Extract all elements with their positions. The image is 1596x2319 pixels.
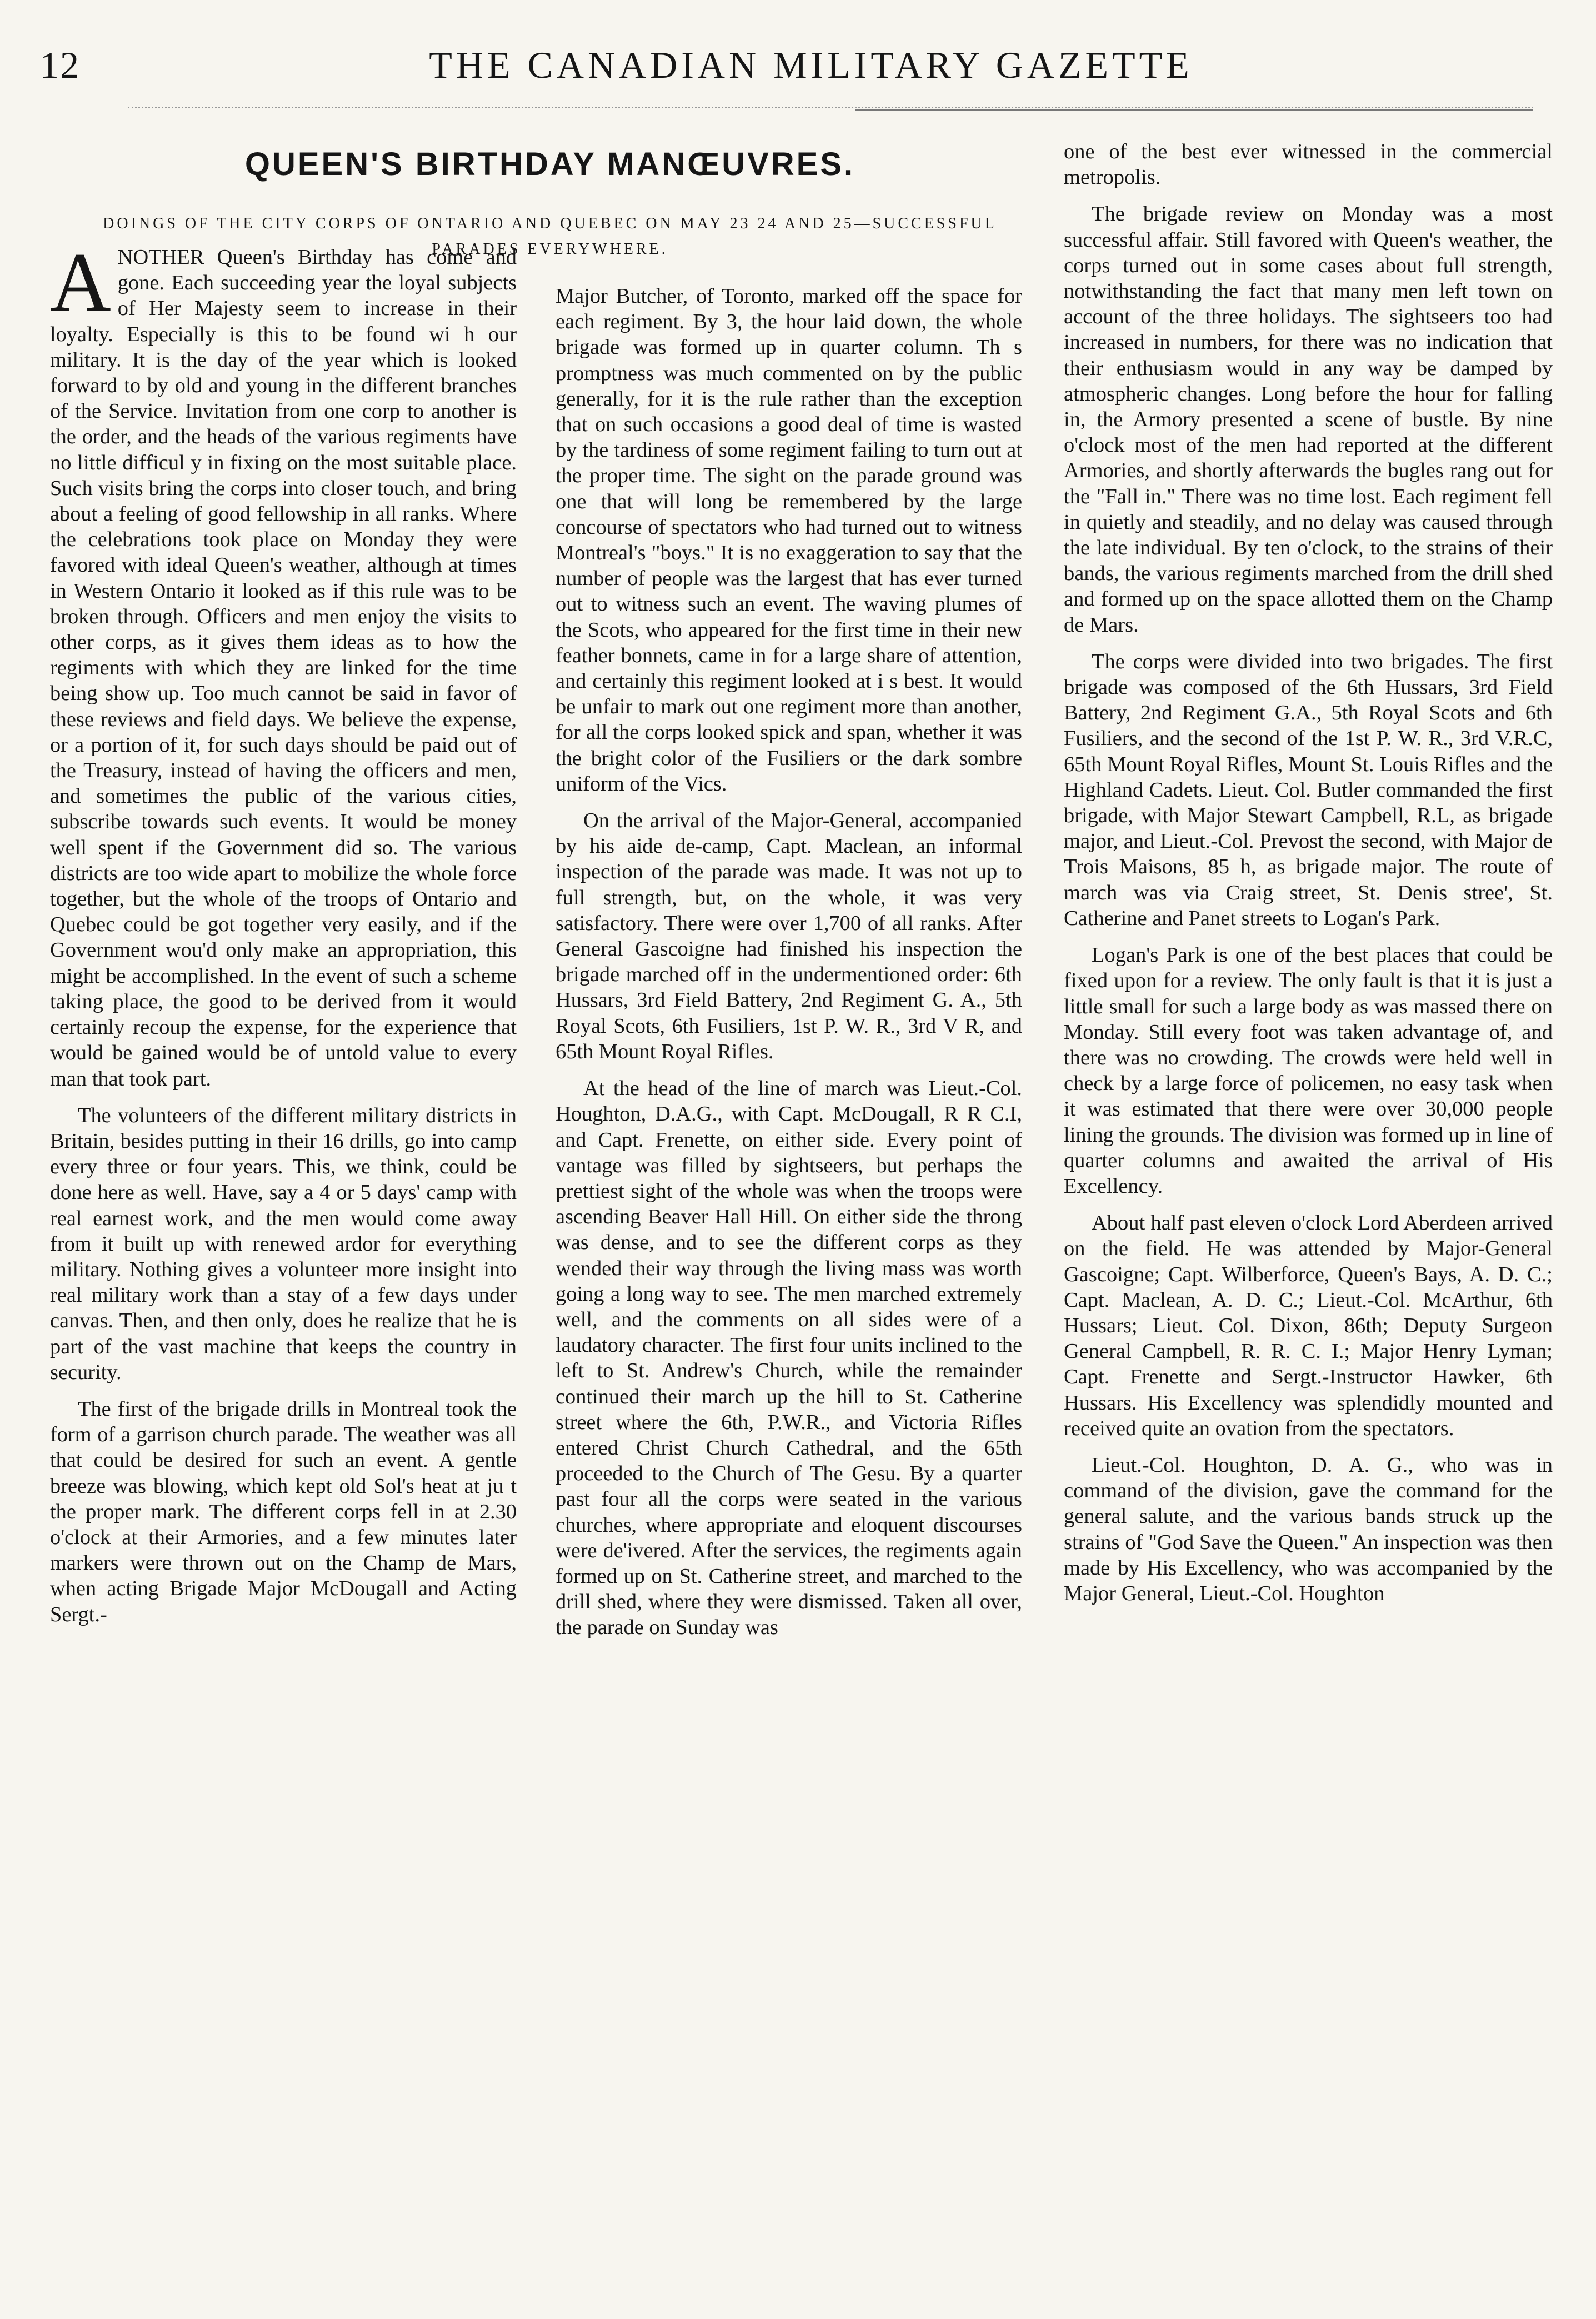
paragraph: one of the best ever witnessed in the commercial metropolis. — [1064, 140, 1553, 189]
paragraph: Lieut.-Col. Houghton, D. A. G., who was in command of the division, gave the command for the general salute, and the various bands struck up the strains of "God Save the Queen." An inspection was then made by His Excellency, who was accompanied by the Major General, Lieut.-Col. Houghton — [1064, 1453, 1553, 1605]
paragraph: Major Butcher, of Toronto, marked off the space for each regiment. By 3, the hour laid down, the whole brigade was formed up in quarter column. Th s promptness was much commented on by the public generally, for it is the rule rather than the exception that on such occasions a good deal of time is wasted by the tardiness of some regiment failing to turn out at the proper time. The sight on the parade ground was one that will long be remembered by the large concourse of spectators who had turned out to witness Montreal's "boys." It is no exaggeration to say that the number of people was the largest that has ever turned out to witness such an event. The waving plumes of the Scots, who appeared for the first time in their new feather bonnets, came in for a large share of attention, and certainly this regiment looked at i s best. It would be unfair to mark out one regiment more than another, for all the corps looked spick and span, whether it was the bright color of the Fusiliers or the dark sombre uniform of the Vics. — [556, 284, 1022, 796]
column-2 — [556, 283, 1022, 1641]
header-rule — [128, 107, 1533, 108]
paragraph: The brigade review on Monday was a most successful affair. Still favored with Queen's weather, the corps turned out in some cases about full strength, notwithstanding the fact that many men left town on account of the three holidays. The sightseers too had increased in numbers, for there was no indication that their enthusiasm would in any way be damped by atmospheric changes. Long before the hour for falling in, the Armory presented a scene of bustle. By nine o'clock most of the men had reported at the different Armories, and shortly afterwards the bugles rang out for the "Fall in." There was no time lost. Each regiment fell in quietly and steadily, and no delay was caused through the late individual. By ten o'clock, to the strains of their bands, the various regiments marched from the drill shed and formed up on the space allotted them on the Champ de Mars. — [1064, 202, 1553, 637]
column-3 — [1064, 139, 1553, 1606]
paragraph: About half past eleven o'clock Lord Aberdeen arrived on the field. He was attended by Major-General Gascoigne; Capt. Wilberforce, Queen's Bays, A. D. C.; Capt. Maclean, A. D. C.; Lieut.-Col. McArthur, 6th Hussars; Lieut. Col. Dixon, 86th; Deputy Surgeon General Campbell, R. R. C. I.; Major Henry Lyman; Capt. Frenette and Sergt.-Instructor Hawker, 6th Hussars. His Excellency was splendidly mounted and received quite an ovation from the spectators. — [1064, 1211, 1553, 1440]
column-1 — [50, 236, 517, 1627]
article-headline: QUEEN'S BIRTHDAY MANŒUVRES. — [244, 146, 855, 182]
paragraph: Logan's Park is one of the best places that could be fixed upon for a review. The only fault is that it is just a little small for such a large body as was massed there on Monday. Still every foot was taken advantage of, and there was no crowding. The crowds were held well in check by a large force of policemen, no easy task when it was estimated that there were over 30,000 people lining the grounds. The division was formed up in line of quarter columns and awaited the arrival of His Excellency. — [1064, 943, 1553, 1198]
paragraph — [50, 236, 517, 1092]
paragraph: The first of the brigade drills in Montreal took the form of a garrison church parade. The weather was all that could be desired for such an event. A gentle breeze was blowing, which kept old Sol's heat at ju t the proper mark. The different corps fell in at 2.30 o'clock at their Armories, and a few minutes later markers were thrown out on the Champ de Mars, when acting Brigade Major McDougall and Acting Sergt.- — [50, 1397, 517, 1626]
paragraph: At the head of the line of march was Lieut.-Col. Houghton, D.A.G., with Capt. McDougall, R R C.I, and Capt. Frenette, on either side. Every point of vantage was filled by sightseers, but perhaps the prettiest sight of the whole was when the troops were ascending Beaver Hall Hill. On either side the throng was dense, and to see the different corps as they wended their way through the living mass was worth going a long way to see. The men marched extremely well, and the comments on all sides were of a laudatory character. The first four units inclined to the left to St. Andrew's Church, while the remainder continued their march up the hill to St. Catherine street where the 6th, P.W.R., and Victoria Rifles entered Christ Church Cathedral, and the 65th proceeded to the Church of The Gesu. By a quarter past four all the corps were seated in the various churches, where appropriate and eloquent discourses were de'ivered. After the services, the regiments again formed up on St. Catherine street, and marched to the drill shed, where they were dismissed. Taken all over, the parade on Sunday was — [556, 1077, 1022, 1640]
paragraph: The corps were divided into two brigades. The first brigade was composed of the 6th Hussars, 3rd Field Battery, 2nd Regiment G.A., 5th Royal Scots and 6th Fusiliers, and the second of the 1st P. W. R., 3rd V.R.C, 65th Mount Royal Rifles, Mount St. Louis Rifles and the Highland Cadets. Lieut. Col. Butler commanded the first brigade, with Major Stewart Campbell, R.L, as brigade major, and Lieut.-Col. Prevost the second, with Major de Trois Maisons, 85 h, as brigade major. The route of march was via Craig street, St. Denis stree', St. Catherine and Panet streets to Logan's Park. — [1064, 649, 1553, 930]
page-number: 12 — [40, 44, 80, 86]
drop-cap: A — [50, 236, 111, 329]
masthead: THE CANADIAN MILITARY GAZETTE — [429, 44, 1193, 86]
article-subhead: DOINGS OF THE CITY CORPS OF ONTARIO AND QUEBEC ON MAY 23 24 AND 25—SUCCESSFUL PARADES EVERYWHERE. — [103, 215, 997, 258]
paragraph: On the arrival of the Major-General, accompanied by his aide de-camp, Capt. Maclean, an informal inspection of the parade was made. It was not up to full strength, but, on the whole, it was very satisfactory. There were over 1,700 of all ranks. After General Gascoigne had finished his inspection the brigade marched off in the undermentioned order: 6th Hussars, 3rd Field Battery, 2nd Regiment G. A., 5th Royal Scots, 6th Fusiliers, 1st P. W. R., 3rd V R, and 65th Mount Royal Rifles. — [556, 809, 1022, 1063]
header-rule-solid — [855, 109, 1533, 111]
paragraph-text: NOTHER Queen's Birthday has come and gone. Each succeeding year the loyal subjects of Her Majesty seem to increase in their loyalty. Especially is this to be found wi h our military. It is the day of the year which is looked forward to by old and young in the different branches of the Service. Invitation from one corp to another is the order, and the heads of the various regiments have no little difficul y in fixing on the most suitable place. Such visits bring the corps into closer touch, and bring about a feeling of good fellowship in all ranks. Where the celebrations took place on Monday they were favored with ideal Queen's weather, although at times in Western Ontario it looked as if this rule was to be broken through. Officers and men enjoy the visits to other corps, as it gives them ideas as to how the regiments with which they are linked for the time being show up. Too much cannot be said in favor of these reviews and field days. We believe the expense, or a portion of it, for such days should be paid out of the Treasury, instead of having the officers and men, and sometimes the public of the various cities, subscribe towards such events. It would be money well spent if the Government did so. The various districts are too wide apart to mobilize the whole force together, but the whole of the troops of Ontario and Quebec could be got together very easily, and if the Government wou'd only make an appropriation, this might be accomplished. In the event of such a scheme taking place, the good to be derived from it would certainly recoup the expense, for the experience that would be gained would be of untold value to every man that took part. — [50, 246, 517, 1091]
paragraph: The volunteers of the different military districts in Britain, besides putting in their 16 drills, go into camp every three or four years. This, we think, could be done here as well. Have, say a 4 or 5 days' camp with real earnest work, and the men would come away from it built up with renewed ardor for everything military. Nothing gives a volunteer more insight into real military work than a stay of a few days under canvas. Then, and then only, does he realize that he is part of the vast machine that keeps the country in security. — [50, 1103, 517, 1384]
